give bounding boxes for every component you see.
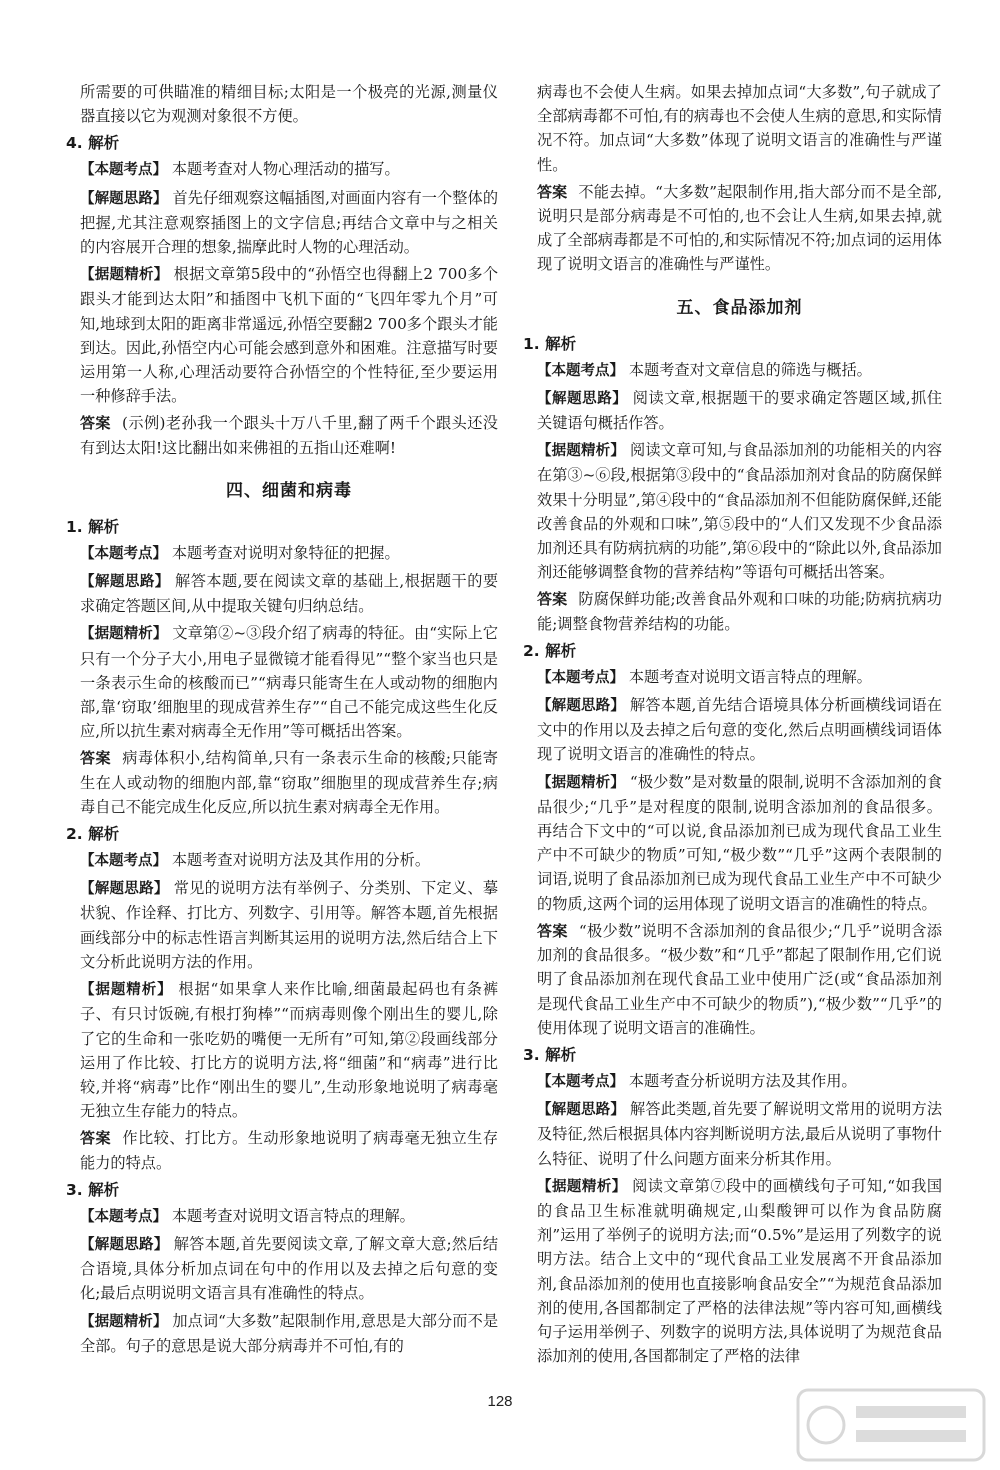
answer-paragraph [80,411,498,459]
paragraph-text: 根据“如果拿人来作比喻,细菌最起码也有条裤子、有只讨饭碗,有根打狗棒”“而病毒则像个刚出生的婴儿,除了它的生命和一张吃奶的嘴便一无所有”可知,第②段画线部分运用了作比较、打比方的说明方法,将“细菌”和“病毒”进行比较,并将“病毒”比作“刚出生的婴儿”,生动形象地说明了病毒毫无独立生存能力的特点。 [80,980,499,1121]
section-title: 四、细菌和病毒 [226,480,352,501]
question-heading: 2. 解析 [66,825,120,844]
analysis-tag: 【解题思路】 [537,1102,626,1119]
question-heading: 3. 解析 [523,1045,577,1064]
analysis-paragraph [80,1232,498,1306]
answer-label: 答案 [537,590,568,609]
question-heading: 1. 解析 [66,517,120,536]
paragraph-text: 首先仔细观察这幅插图,对画面内容有一个整体的把握,尤其注意观察插图上的文字信息;再结合文章中与之相关的内容展开合理的想象,揣摩此时人物的心理活动。 [80,188,499,257]
analysis-tag: 【解题思路】 [80,574,170,591]
analysis-paragraph [537,693,942,767]
paragraph-text: 解答此类题,首先要了解说明文常用的说明方法及特征,然后根据具体内容判断说明方法,最后从说明了事物什么特征、说明了什么问题方面来分析其作用。 [537,1100,943,1168]
analysis-paragraph [537,1097,942,1171]
paragraph-text: 病毒体积小,结构简单,只有一条表示生命的核酸;只能寄生在人或动物的细胞内部,靠“窃取”细胞里的现成营养生存;病毒自己不能完成生化反应,所以抗生素对病毒全无作用。 [80,749,498,816]
analysis-tag: 【解题思路】 [80,1236,169,1253]
paragraph-text: 不能去掉。“大多数”起限制作用,指大部分而不是全部,说明只是部分病毒是不可怕的,也不会让人生病,如果去掉,就成了全部病毒都是不可怕的,和实际情况不符;加点词的运用体现了说明文语言的准确性与严谨性。 [537,182,943,274]
analysis-tag: 【据题精析】 [537,774,625,791]
continued-paragraph: 所需要的可供瞄准的精细目标;太阳是一个极亮的光源,测量仪器直接以它为观测对象很不方便。 [80,83,498,126]
answer-label: 答案 [80,749,111,768]
analysis-paragraph [80,157,498,182]
answer-paragraph [537,180,942,277]
question-heading: 4. 解析 [66,134,120,153]
answer-label: 答案 [537,182,568,201]
analysis-tag: 【本题考点】 [537,669,624,686]
continued-paragraph: 病毒也不会使人生病。如果去掉加点词“大多数”,句子就成了全部病毒都不可怕,有的病毒也不会使人生病的意思,和实际情况不符。加点词“大多数”体现了说明文语言的准确性与严谨性。 [537,83,942,174]
paragraph-text: 解答本题,首先结合语境具体分析画横线词语在文中的作用以及去掉之后句意的变化,然后点明画横线词语体现了说明文语言的准确性的特点。 [537,696,943,764]
paragraph-text: 本题考查对说明文语言特点的理解。 [628,667,872,686]
analysis-tag: 【本题考点】 [80,545,167,562]
analysis-tag: 【本题考点】 [80,1208,167,1225]
answer-paragraph [537,919,942,1040]
paragraph-text: 解答本题,首先要阅读文章,了解文章大意;然后结合语境,具体分析加点词在句中的作用以及去掉之后句意的变化;最后点明说明文语言具有准确性的特点。 [80,1234,499,1303]
analysis-tag: 【据题精析】 [80,267,169,284]
analysis-paragraph [80,1309,498,1358]
analysis-tag: 【本题考点】 [537,362,624,379]
answer-label: 答案 [80,414,111,433]
paragraph-text: 防腐保鲜功能;改善食品外观和口味的功能;防病抗病功能;调整食物营养结构的功能。 [537,590,942,633]
watermark-logo [796,1388,986,1462]
analysis-tag: 【本题考点】 [80,853,167,870]
analysis-tag: 【解题思路】 [537,390,628,407]
paragraph-text: 本题考查对人物心理活动的描写。 [171,160,400,179]
paragraph-text: “极少数”说明不含添加剂的食品很少;“几乎”说明含添加剂的食品很多。“极少数”和“几乎”都起了限制作用,它们说明了食品添加剂在现代食品工业中使用广泛(或“食品添加剂是现代食品工业生产中不可缺少的物质”),“极少数”“几乎”的使用体现了说明文语言的准确性。 [537,921,942,1037]
section-title: 五、食品添加剂 [676,297,803,318]
paragraph-text: 本题考查对说明对象特征的把握。 [171,543,400,562]
analysis-tag: 【解题思路】 [80,190,168,207]
analysis-paragraph [80,848,498,873]
analysis-paragraph [537,386,942,435]
analysis-paragraph [80,621,498,743]
paragraph-text: “极少数”是对数量的限制,说明不含添加剂的食品很少;“几乎”是对程度的限制,说明含添加剂的食品很多。再结合下文中的“可以说,食品添加剂已成为现代食品工业生产中不可缺少的物质”可知,“极少数”“几乎”这两个表限制的词语,说明了食品添加剂已成为现代食品工业生产中不可缺少的物质,这两个词的运用体现了说明文语言的准确性的特点。 [537,772,943,913]
paragraph-text: 本题考查对说明文语言特点的理解。 [171,1206,415,1225]
analysis-tag: 【据题精析】 [537,443,626,460]
page-number: 128 [487,1393,513,1410]
paragraph-text: 阅读文章,根据题干的要求确定答题区域,抓住关键语句概括作答。 [537,388,943,433]
analysis-paragraph [537,665,942,690]
analysis-paragraph [537,438,942,584]
paragraph-text: 解答本题,要在阅读文章的基础上,根据题干的要求确定答题区间,从中提取关键句归纳总结。 [80,572,499,616]
analysis-tag: 【据题精析】 [80,626,168,643]
paragraph-text: 阅读文章第⑦段中的画横线句子可知,“如我国的食品卫生标准就明确规定,山梨酸钾可以作为食品防腐剂”运用了举例子的说明方法;而“0.5%”是运用了列数字的说明方法。结合上文中的“现代食品工业发展离不开食品添加剂,食品添加剂的使用也直接影响食品安全”“为规范食品添加剂的使用,各国都制定了严格的法律法规”等内容可知,画横线句子运用举例子、列数字的说明方法,具体说明了为规范食品添加剂的使用,各国都制定了严格的法律 [537,1176,943,1366]
analysis-paragraph [537,770,942,916]
paragraph-text: 本题考查分析说明方法及其作用。 [628,1071,857,1090]
analysis-paragraph [80,262,498,408]
paragraph-text: 作比较、打比方。生动形象地说明了病毒毫无独立生存能力的特点。 [80,1129,499,1172]
analysis-paragraph [80,876,498,974]
analysis-tag: 【据题精析】 [80,982,173,999]
analysis-tag: 【本题考点】 [537,1073,624,1090]
paragraph-text: 文章第②~③段介绍了病毒的特征。由“实际上它只有一个分子大小,用电子显微镜才能看得见”“整个家当也只是一条表示生命的核酸而已”“病毒只能寄生在人或动物的细胞内部,靠‘窃取’细胞里的现成营养生存”“自己不能完成这些生化反应,所以抗生素对病毒全无作用”等可概括出答案。 [80,624,499,741]
analysis-paragraph [80,977,498,1123]
paragraph-text: 本题考查对文章信息的筛选与概括。 [628,360,872,379]
analysis-tag: 【解题思路】 [80,881,169,898]
answer-paragraph [80,746,498,819]
analysis-tag: 【本题考点】 [80,162,167,179]
analysis-paragraph [537,358,942,383]
paragraph-text: 加点词“大多数”起限制作用,意思是大部分而不是全部。句子的意思是说大部分病毒并不可怕,有的 [80,1311,499,1355]
analysis-tag: 【据题精析】 [537,1178,627,1195]
paragraph-text: 根据文章第5段中的“孙悟空也得翻上2 700多个跟头才能到达太阳”和插图中飞机下面的“飞四年零九个月”可知,地球到太阳的距离非常遥远,孙悟空要翻2 700多个跟头才能到达。因此,孙悟空内心可能会感到意外和困难。注意描写时要运用第一人称,心理活动要符合孙悟空的个性特征,至少要运用一种修辞手法。 [80,265,499,406]
analysis-tag: 【据题精析】 [80,1313,168,1330]
analysis-paragraph [537,1069,942,1094]
answer-label: 答案 [80,1129,111,1148]
answer-paragraph [80,1126,498,1174]
paragraph-text: 本题考查对说明方法及其作用的分析。 [171,851,431,870]
paragraph-text: (示例)老孙我一个跟头十万八千里,翻了两千个跟头还没有到达太阳!这比翻出如来佛祖的五指山还难啊! [80,414,498,457]
analysis-tag: 【解题思路】 [537,698,626,715]
analysis-paragraph [80,541,498,566]
analysis-paragraph [80,1204,498,1229]
right-column [523,80,943,1371]
question-heading: 1. 解析 [523,334,577,353]
question-heading: 2. 解析 [523,641,577,660]
analysis-paragraph [80,186,498,260]
paragraph-text: 常见的说明方法有举例子、分类别、下定义、摹状貌、作诠释、打比方、列数字、引用等。解答本题,首先根据画线部分中的标志性语言判断其运用的说明方法,然后结合上下文分析此说明方法的作用。 [80,879,499,971]
analysis-paragraph [537,1174,942,1369]
question-heading: 3. 解析 [66,1180,120,1199]
answer-label: 答案 [537,921,568,940]
paragraph-text: 阅读文章可知,与食品添加剂的功能相关的内容在第③~⑥段,根据第③段中的“食品添加剂对食品的防腐保鲜效果十分明显”,第④段中的“食品添加剂不但能防腐保鲜,还能改善食品的外观和口味”,第⑤段中的“人们又发现不少食品添加剂还具有防病抗病的功能”,第⑥段中的“除此以外,食品添加剂还能够调整食物的营养结构”等语句可概括出答案。 [537,441,943,582]
analysis-paragraph [80,569,498,618]
answer-paragraph [537,587,942,635]
left-column [66,80,499,1361]
